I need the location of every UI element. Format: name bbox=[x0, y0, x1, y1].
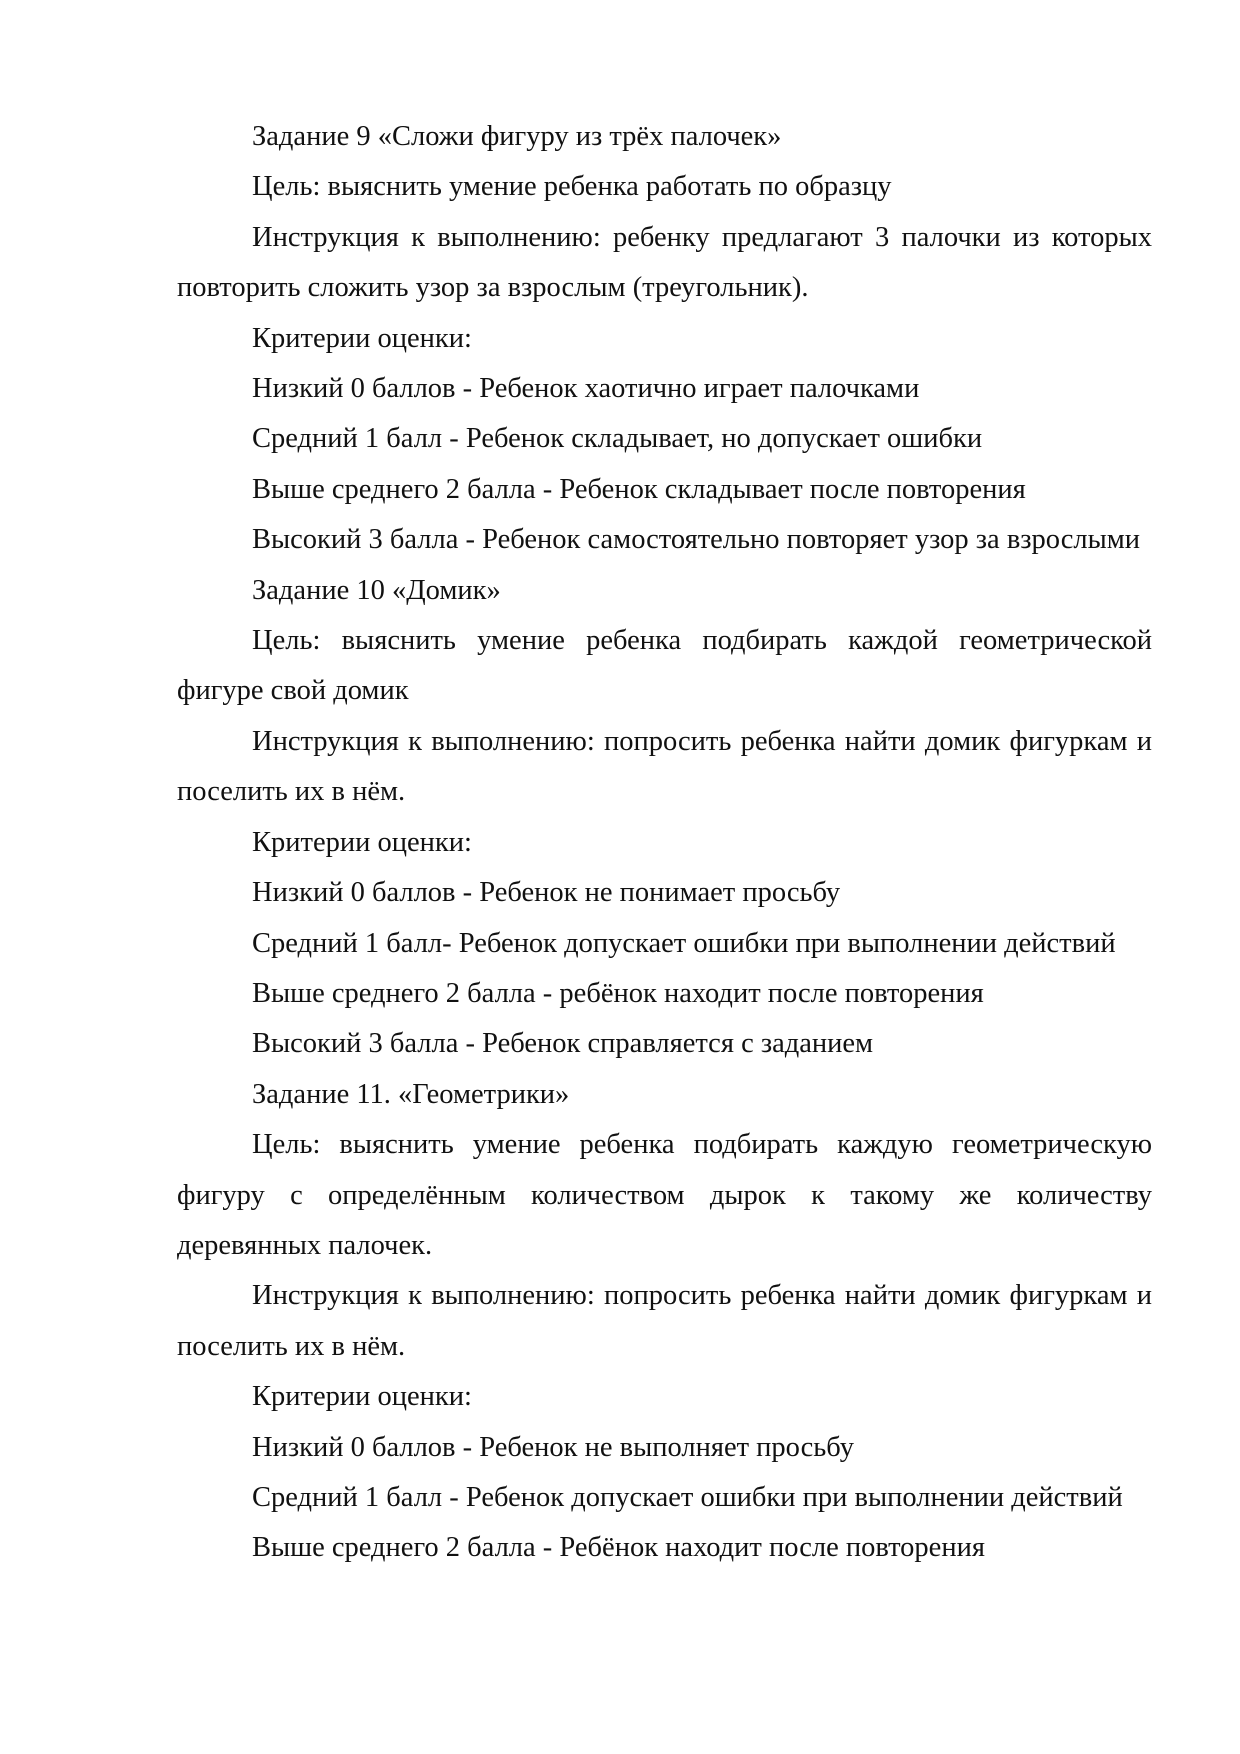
task-9-goal: Цель: выяснить умение ребенка работать по образцу bbox=[252, 171, 892, 203]
task-10-criteria-heading: Критерии оценки: bbox=[252, 826, 472, 858]
task-11-criterion-above-medium: Выше среднего 2 балла - Ребёнок находит после повторения bbox=[252, 1532, 985, 1564]
task-10-criterion-high: Высокий 3 балла - Ребенок справляется с заданием bbox=[252, 1028, 874, 1060]
task-9-criterion-low: Низкий 0 баллов - Ребенок хаотично играет палочками bbox=[252, 373, 920, 405]
task-10-criterion-above-medium: Выше среднего 2 балла - ребёнок находит после повторения bbox=[252, 977, 984, 1009]
task-9-criterion-above-medium: Выше среднего 2 балла - Ребенок складывает после повторения bbox=[252, 473, 1026, 505]
task-10-criterion-medium: Средний 1 балл- Ребенок допускает ошибки при выполнении действий bbox=[252, 927, 1116, 959]
task-11-instruction: Инструкция к выполнению: попросить ребенка найти домик фигуркам и поселить их в нём. bbox=[177, 1280, 1152, 1362]
task-10-goal: Цель: выяснить умение ребенка подбирать каждой геометрической фигуре свой домик bbox=[177, 625, 1152, 707]
task-9-criteria-heading: Критерии оценки: bbox=[252, 322, 472, 354]
task-10-title: Задание 10 «Домик» bbox=[252, 574, 501, 606]
task-10-instruction: Инструкция к выполнению: попросить ребенка найти домик фигуркам и поселить их в нём. bbox=[177, 725, 1152, 808]
task-11-title: Задание 11. «Геометрики» bbox=[252, 1078, 570, 1110]
task-11-criterion-low: Низкий 0 баллов - Ребенок не выполняет просьбу bbox=[252, 1431, 854, 1463]
task-11-goal: Цель: выяснить умение ребенка подбирать каждую геометрическую фигуру с определённым количеством дырок к такому же количеству деревянных палочек. bbox=[177, 1129, 1152, 1261]
task-10-criterion-low: Низкий 0 баллов - Ребенок не понимает просьбу bbox=[252, 877, 841, 909]
task-11-criteria-heading: Критерии оценки: bbox=[252, 1381, 472, 1413]
task-9-instruction: Инструкция к выполнению: ребенку предлагают 3 палочки из которых повторить сложить узор за взрослым (треугольник). bbox=[177, 221, 1152, 304]
task-11-criterion-medium: Средний 1 балл - Ребенок допускает ошибки при выполнении действий bbox=[252, 1481, 1123, 1513]
document-body bbox=[177, 112, 1152, 1574]
task-9-criterion-medium: Средний 1 балл - Ребенок складывает, но допускает ошибки bbox=[252, 423, 983, 455]
task-9-title: Задание 9 «Сложи фигуру из трёх палочек» bbox=[252, 121, 782, 152]
task-9-criterion-high: Высокий 3 балла - Ребенок самостоятельно повторяет узор за взрослыми bbox=[252, 524, 1141, 556]
